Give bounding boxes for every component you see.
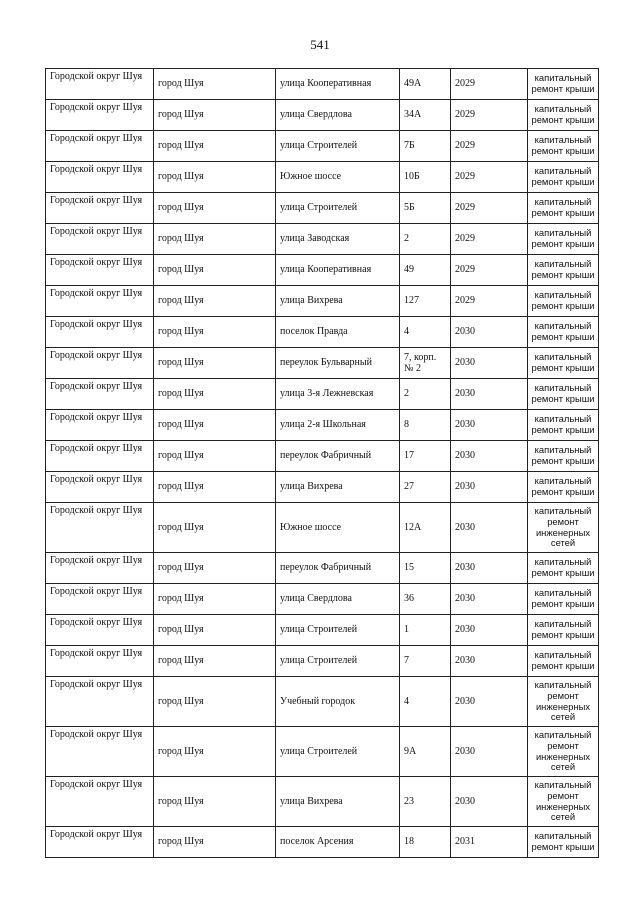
table-row [46,553,599,584]
city-cell: город Шуя [154,441,276,472]
city-cell: город Шуя [154,286,276,317]
street-cell: улица Строителей [276,193,400,224]
repair-year-cell: 2030 [451,410,528,441]
municipality-cell: Городской округ Шуя [46,441,154,472]
table-row [46,646,599,677]
repair-type-cell: капитальный ремонт инженерных сетей [528,503,599,553]
repair-year-cell: 2030 [451,317,528,348]
municipality-cell: Городской округ Шуя [46,727,154,777]
repair-type-cell: капитальный ремонт крыши [528,131,599,162]
repair-type-cell: капитальный ремонт крыши [528,553,599,584]
repair-type-cell: капитальный ремонт крыши [528,162,599,193]
repair-year-cell: 2029 [451,100,528,131]
repair-year-cell: 2029 [451,69,528,100]
table-row [46,162,599,193]
street-cell: улица Строителей [276,131,400,162]
repair-type-cell: капитальный ремонт крыши [528,379,599,410]
table-row [46,317,599,348]
municipality-cell: Городской округ Шуя [46,162,154,193]
city-cell: город Шуя [154,677,276,727]
street-cell: улица Вихрева [276,777,400,827]
city-cell: город Шуя [154,348,276,379]
repair-year-cell: 2029 [451,193,528,224]
table-row [46,255,599,286]
repair-type-cell: капитальный ремонт крыши [528,584,599,615]
municipality-cell: Городской округ Шуя [46,193,154,224]
table-row [46,777,599,827]
house-number-cell: 23 [400,777,451,827]
house-number-cell: 9А [400,727,451,777]
street-cell: Южное шоссе [276,162,400,193]
city-cell: город Шуя [154,727,276,777]
repair-year-cell: 2030 [451,615,528,646]
municipality-cell: Городской округ Шуя [46,317,154,348]
repair-type-cell: капитальный ремонт крыши [528,615,599,646]
street-cell: Южное шоссе [276,503,400,553]
housing-repair-table [45,68,599,858]
city-cell: город Шуя [154,410,276,441]
street-cell: улица Свердлова [276,100,400,131]
house-number-cell: 1 [400,615,451,646]
city-cell: город Шуя [154,255,276,286]
table-row [46,286,599,317]
table-body [46,69,599,858]
table-row [46,727,599,777]
page-number: 541 [310,37,330,52]
municipality-cell: Городской округ Шуя [46,553,154,584]
city-cell: город Шуя [154,193,276,224]
street-cell: переулок Фабричный [276,441,400,472]
repair-year-cell: 2029 [451,286,528,317]
table-row [46,503,599,553]
house-number-cell: 15 [400,553,451,584]
municipality-cell: Городской округ Шуя [46,584,154,615]
repair-year-cell: 2030 [451,472,528,503]
city-cell: город Шуя [154,379,276,410]
city-cell: город Шуя [154,69,276,100]
repair-type-cell: капитальный ремонт крыши [528,441,599,472]
house-number-cell: 7 [400,646,451,677]
street-cell: Учебный городок [276,677,400,727]
table-row [46,827,599,858]
house-number-cell: 12А [400,503,451,553]
repair-year-cell: 2029 [451,131,528,162]
street-cell: поселок Правда [276,317,400,348]
table-row [46,584,599,615]
municipality-cell: Городской округ Шуя [46,286,154,317]
city-cell: город Шуя [154,553,276,584]
city-cell: город Шуя [154,615,276,646]
house-number-cell: 7Б [400,131,451,162]
city-cell: город Шуя [154,131,276,162]
street-cell: улица Строителей [276,615,400,646]
house-number-cell: 49 [400,255,451,286]
repair-type-cell: капитальный ремонт крыши [528,193,599,224]
municipality-cell: Городской округ Шуя [46,777,154,827]
city-cell: город Шуя [154,162,276,193]
repair-year-cell: 2029 [451,162,528,193]
repair-type-cell: капитальный ремонт крыши [528,255,599,286]
municipality-cell: Городской округ Шуя [46,224,154,255]
table-row [46,441,599,472]
repair-year-cell: 2030 [451,553,528,584]
repair-year-cell: 2030 [451,584,528,615]
city-cell: город Шуя [154,317,276,348]
municipality-cell: Городской округ Шуя [46,615,154,646]
street-cell: переулок Бульварный [276,348,400,379]
city-cell: город Шуя [154,100,276,131]
repair-year-cell: 2029 [451,224,528,255]
table-row [46,615,599,646]
house-number-cell: 27 [400,472,451,503]
house-number-cell: 4 [400,317,451,348]
street-cell: улица Строителей [276,727,400,777]
house-number-cell: 127 [400,286,451,317]
repair-type-cell: капитальный ремонт крыши [528,646,599,677]
municipality-cell: Городской округ Шуя [46,255,154,286]
repair-year-cell: 2030 [451,646,528,677]
street-cell: улица Кооперативная [276,69,400,100]
repair-type-cell: капитальный ремонт крыши [528,317,599,348]
repair-type-cell: капитальный ремонт крыши [528,348,599,379]
city-cell: город Шуя [154,646,276,677]
house-number-cell: 4 [400,677,451,727]
repair-year-cell: 2031 [451,827,528,858]
city-cell: город Шуя [154,224,276,255]
street-cell: улица Кооперативная [276,255,400,286]
municipality-cell: Городской округ Шуя [46,472,154,503]
street-cell: улица 2-я Школьная [276,410,400,441]
table-row [46,69,599,100]
street-cell: поселок Арсения [276,827,400,858]
municipality-cell: Городской округ Шуя [46,131,154,162]
house-number-cell: 17 [400,441,451,472]
municipality-cell: Городской округ Шуя [46,503,154,553]
street-cell: улица Вихрева [276,472,400,503]
house-number-cell: 18 [400,827,451,858]
municipality-cell: Городской округ Шуя [46,646,154,677]
repair-type-cell: капитальный ремонт крыши [528,286,599,317]
table-row [46,131,599,162]
table-row [46,348,599,379]
house-number-cell: 5Б [400,193,451,224]
table-row [46,677,599,727]
repair-type-cell: капитальный ремонт крыши [528,69,599,100]
house-number-cell: 49А [400,69,451,100]
repair-year-cell: 2030 [451,727,528,777]
house-number-cell: 10Б [400,162,451,193]
repair-type-cell: капитальный ремонт крыши [528,224,599,255]
repair-year-cell: 2030 [451,503,528,553]
house-number-cell: 36 [400,584,451,615]
street-cell: переулок Фабричный [276,553,400,584]
repair-type-cell: капитальный ремонт крыши [528,100,599,131]
table-row [46,100,599,131]
city-cell: город Шуя [154,472,276,503]
house-number-cell: 34А [400,100,451,131]
repair-type-cell: капитальный ремонт инженерных сетей [528,677,599,727]
municipality-cell: Городской округ Шуя [46,827,154,858]
municipality-cell: Городской округ Шуя [46,379,154,410]
city-cell: город Шуя [154,503,276,553]
table-row [46,379,599,410]
city-cell: город Шуя [154,827,276,858]
repair-year-cell: 2029 [451,255,528,286]
table-row [46,193,599,224]
house-number-cell: 2 [400,379,451,410]
street-cell: улица Строителей [276,646,400,677]
house-number-cell: 7, корп. № 2 [400,348,451,379]
repair-type-cell: капитальный ремонт инженерных сетей [528,727,599,777]
repair-type-cell: капитальный ремонт инженерных сетей [528,777,599,827]
repair-year-cell: 2030 [451,441,528,472]
repair-type-cell: капитальный ремонт крыши [528,410,599,441]
repair-year-cell: 2030 [451,777,528,827]
municipality-cell: Городской округ Шуя [46,677,154,727]
city-cell: город Шуя [154,584,276,615]
street-cell: улица 3-я Лежневская [276,379,400,410]
repair-type-cell: капитальный ремонт крыши [528,472,599,503]
municipality-cell: Городской округ Шуя [46,410,154,441]
repair-year-cell: 2030 [451,677,528,727]
table-row [46,472,599,503]
municipality-cell: Городской округ Шуя [46,69,154,100]
municipality-cell: Городской округ Шуя [46,100,154,131]
table-row [46,224,599,255]
house-number-cell: 2 [400,224,451,255]
street-cell: улица Заводская [276,224,400,255]
street-cell: улица Свердлова [276,584,400,615]
table-row [46,410,599,441]
repair-year-cell: 2030 [451,379,528,410]
city-cell: город Шуя [154,777,276,827]
street-cell: улица Вихрева [276,286,400,317]
house-number-cell: 8 [400,410,451,441]
repair-type-cell: капитальный ремонт крыши [528,827,599,858]
repair-year-cell: 2030 [451,348,528,379]
municipality-cell: Городской округ Шуя [46,348,154,379]
